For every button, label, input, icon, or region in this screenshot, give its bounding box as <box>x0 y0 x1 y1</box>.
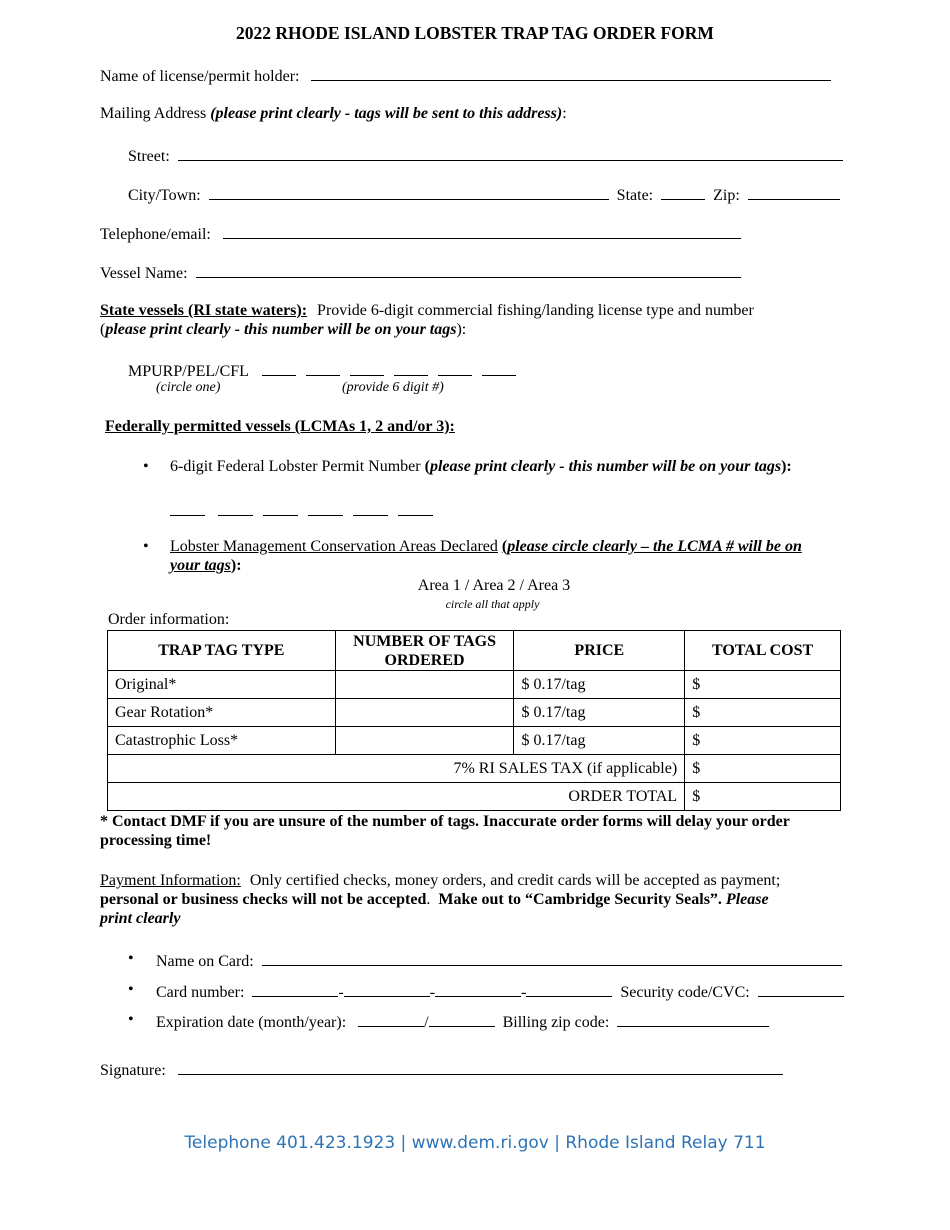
order-table-header <box>108 631 841 671</box>
tax-row <box>108 755 841 783</box>
circle-one-hint: (circle one) <box>156 380 221 395</box>
city-row <box>128 184 840 205</box>
col-trap-tag-type: TRAP TAG TYPE <box>108 631 336 671</box>
tax-value[interactable]: $ <box>685 755 841 783</box>
card-name-input-line[interactable] <box>262 950 842 966</box>
street-input-line[interactable] <box>178 145 843 161</box>
bullet-icon: • <box>128 1011 134 1028</box>
license-digit-2[interactable] <box>306 360 340 376</box>
signature-row <box>100 1059 783 1080</box>
expiry-label: Expiration date (month/year): <box>156 1014 347 1031</box>
row-quantity-cell[interactable] <box>335 671 514 699</box>
card-number-group-3[interactable] <box>435 981 521 997</box>
row-total[interactable]: $ <box>685 699 841 727</box>
holder-input-line[interactable] <box>311 65 831 81</box>
bullet-icon: • <box>143 458 149 475</box>
permit-digit-5[interactable] <box>353 500 388 516</box>
license-digit-4[interactable] <box>394 360 428 376</box>
card-number-group-1[interactable] <box>252 981 338 997</box>
mailing-heading: Mailing Address (please print clearly - tags will be sent to this address): <box>100 105 567 122</box>
permit-digit-3[interactable] <box>263 500 298 516</box>
security-code-input-line[interactable] <box>758 981 844 997</box>
lcma-areas[interactable]: Area 1 / Area 2 / Area 3 <box>417 577 571 594</box>
row-type: Original* <box>108 671 336 699</box>
order-table <box>107 630 841 811</box>
col-number-of-tags: NUMBER OF TAGS ORDERED <box>335 631 514 671</box>
payment-line3: print clearly <box>100 910 181 927</box>
vessel-input-line[interactable] <box>196 262 741 278</box>
billing-zip-label: Billing zip code: <box>502 1014 610 1031</box>
six-digit-hint: (provide 6 digit #) <box>342 380 444 395</box>
permit-digit-6[interactable] <box>398 500 433 516</box>
street-row <box>128 145 843 166</box>
lcma-text-line1: Lobster Management Conservation Areas Declared (please circle clearly – the LCMA # will be on <box>170 538 802 555</box>
license-digit-3[interactable] <box>350 360 384 376</box>
holder-label: Name of license/permit holder: <box>100 68 300 85</box>
card-number-label: Card number: <box>156 984 245 1001</box>
table-row <box>108 727 841 755</box>
row-total[interactable]: $ <box>685 727 841 755</box>
form-title: 2022 RHODE ISLAND LOBSTER TRAP TAG ORDER FORM <box>236 23 714 43</box>
card-number-group-2[interactable] <box>344 981 430 997</box>
payment-line1: Payment Information: Only certified checks, money orders, and credit cards will be accepted as payment; <box>100 872 781 889</box>
row-type: Gear Rotation* <box>108 699 336 727</box>
license-digit-5[interactable] <box>438 360 472 376</box>
row-quantity-cell[interactable] <box>335 699 514 727</box>
permit-digit-2[interactable] <box>218 500 253 516</box>
row-price: $ 0.17/tag <box>514 727 685 755</box>
card-name-label: Name on Card: <box>156 953 254 970</box>
card-number-group-4[interactable] <box>526 981 612 997</box>
zip-input-line[interactable] <box>748 184 840 200</box>
billing-zip-input-line[interactable] <box>617 1011 769 1027</box>
signature-label: Signature: <box>100 1062 166 1079</box>
permit-digit-1[interactable] <box>170 500 205 516</box>
vessel-row <box>100 262 741 283</box>
lcma-text-line2: your tags): <box>170 557 242 574</box>
footer-contact: Telephone 401.423.1923 | www.dem.ri.gov | Rhode Island Relay 711 <box>184 1133 766 1153</box>
telephone-row <box>100 223 741 244</box>
order-total-row <box>108 783 841 811</box>
bullet-icon: • <box>128 981 134 998</box>
vessel-label: Vessel Name: <box>100 265 188 282</box>
federal-permit-digits <box>170 500 433 521</box>
permit-digit-4[interactable] <box>308 500 343 516</box>
row-type: Catastrophic Loss* <box>108 727 336 755</box>
card-name-row <box>156 950 842 971</box>
expiry-month-line[interactable] <box>358 1011 424 1027</box>
security-code-label: Security code/CVC: <box>620 984 750 1001</box>
telephone-label: Telephone/email: <box>100 226 211 243</box>
state-label: State: <box>616 187 654 204</box>
bullet-icon: • <box>143 538 149 555</box>
license-digit-6[interactable] <box>482 360 516 376</box>
payment-heading: Payment Information: <box>100 872 241 889</box>
zip-label: Zip: <box>713 187 740 204</box>
state-vessels-heading: State vessels (RI state waters): <box>100 302 308 319</box>
license-type-row <box>128 360 516 381</box>
state-input-line[interactable] <box>661 184 705 200</box>
row-price: $ 0.17/tag <box>514 671 685 699</box>
bullet-icon: • <box>128 950 134 967</box>
state-vessels-line2: (please print clearly - this number will be on your tags): <box>100 321 467 338</box>
city-input-line[interactable] <box>209 184 609 200</box>
city-label: City/Town: <box>128 187 201 204</box>
order-total-label: ORDER TOTAL <box>108 783 685 811</box>
tax-label: 7% RI SALES TAX (if applicable) <box>108 755 685 783</box>
card-number-row: Card number: - - - Security code/CVC: <box>156 981 844 1002</box>
lcma-areas-hint: circle all that apply <box>445 597 540 611</box>
state-vessels-line1: State vessels (RI state waters): Provide 6-digit commercial fishing/landing license type and number <box>100 302 754 319</box>
order-info-label: Order information: <box>108 611 230 628</box>
signature-input-line[interactable] <box>178 1059 783 1075</box>
row-total[interactable]: $ <box>685 671 841 699</box>
row-price: $ 0.17/tag <box>514 699 685 727</box>
federal-heading: Federally permitted vessels (LCMAs 1, 2 and/or 3): <box>105 418 455 435</box>
license-digit-1[interactable] <box>262 360 296 376</box>
telephone-input-line[interactable] <box>223 223 741 239</box>
expiry-year-line[interactable] <box>429 1011 495 1027</box>
col-price: PRICE <box>514 631 685 671</box>
payment-line2: personal or business checks will not be accepted. Make out to “Cambridge Security Seals”. Please <box>100 891 769 908</box>
contact-note-line2: processing time! <box>100 832 212 849</box>
row-quantity-cell[interactable] <box>335 727 514 755</box>
order-total-value[interactable]: $ <box>685 783 841 811</box>
expiry-row: Expiration date (month/year): / Billing zip code: <box>156 1011 769 1032</box>
street-label: Street: <box>128 148 170 165</box>
license-types[interactable]: MPURP/PEL/CFL <box>128 363 249 380</box>
col-total-cost: TOTAL COST <box>685 631 841 671</box>
contact-note-line1: * Contact DMF if you are unsure of the number of tags. Inaccurate order forms will delay your order <box>100 813 790 830</box>
holder-row <box>100 65 831 86</box>
federal-permit-text: 6-digit Federal Lobster Permit Number (please print clearly - this number will be on your tags): <box>170 458 792 475</box>
table-row <box>108 699 841 727</box>
table-row <box>108 671 841 699</box>
